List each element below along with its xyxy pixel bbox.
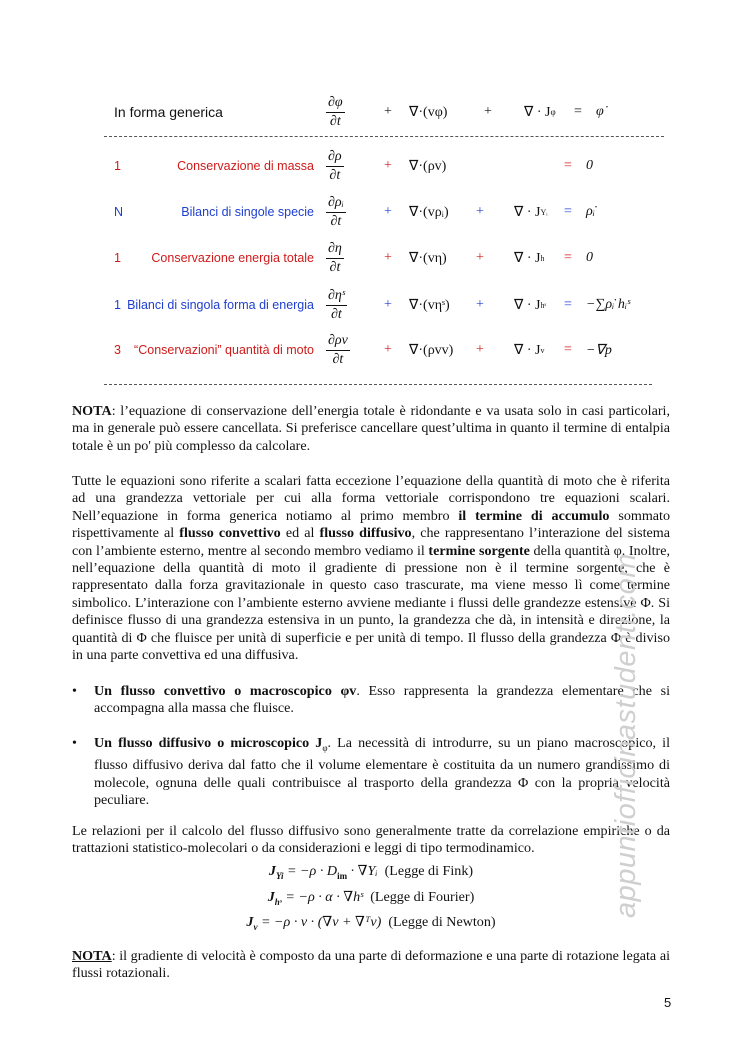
row-plus-1: + bbox=[384, 204, 392, 219]
row-diffusive-term: ∇ · J h bbox=[514, 250, 545, 266]
row-diffusive-term: ∇ · J v bbox=[514, 342, 545, 358]
page-number: 5 bbox=[664, 995, 672, 1010]
row-equals: = bbox=[564, 342, 572, 357]
row-plus-2: + bbox=[476, 297, 484, 312]
bullet-diffusive: • Un flusso diffusivo o microscopico $J_\varphi$. La necessità di introdurre, su un piano macroscopico, il flusso diffusivo deriva dal fatto che il volume elementare è costituita da un numero grandissimo di molecole, ognuna delle quali contribuisce al trasporto della grandezza Φ con la propria velocità peculiare. bbox=[72, 735, 670, 809]
table-header-row bbox=[104, 92, 664, 132]
nota-label: NOTA bbox=[72, 948, 112, 964]
row-count: 1 bbox=[114, 159, 121, 173]
bullet-dot: • bbox=[72, 683, 77, 699]
body-paragraph-2: Le relazioni per il calcolo del flusso diffusivo sono generalmente tratte da correlazione empiriche o da trattazioni statistico-molecolari o da considerazioni e leggi di tipo termodinamico. bbox=[72, 823, 670, 857]
row-plus-1: + bbox=[384, 158, 392, 173]
row-equals: = bbox=[564, 297, 572, 312]
row-plus-2: + bbox=[476, 250, 484, 265]
row-label: Conservazione di massa bbox=[177, 159, 314, 173]
row-diffusive-term: ∇ · J Yᵢ bbox=[514, 204, 548, 220]
row-equals: = bbox=[564, 204, 572, 219]
header-diffusive-term: ∇ · J φ bbox=[524, 104, 556, 120]
row-count: N bbox=[114, 205, 124, 219]
row-diffusive-term: ∇ · J hˢ bbox=[514, 297, 547, 313]
row-convective-term: ∇·(ρvv) bbox=[409, 342, 454, 358]
nota-label: NOTA bbox=[72, 403, 112, 419]
header-label: In forma generica bbox=[114, 104, 223, 120]
table-row bbox=[104, 330, 664, 370]
row-convective-term: ∇·(vηˢ) bbox=[409, 297, 450, 313]
row-label: Bilanci di singola forma di energia bbox=[127, 298, 314, 312]
bullet-convective: • Un flusso convettivo o macroscopico φv. Esso rappresenta la grandezza elementare che si accompagna alla massa che fluisce. bbox=[72, 683, 670, 717]
row-source-term: ρ̇ᵢ bbox=[586, 204, 595, 219]
header-source-term: φ̇ bbox=[596, 104, 604, 119]
nota-paragraph-1: NOTA: l’equazione di conservazione dell’energia totale è ridondante e va usata solo in casi particolari, ma in generale può essere cancellata. Si preferisce cancellare quest’ultima in quanto il termine di entalpia totale è un po' più complesso da calcolare. bbox=[72, 403, 670, 454]
row-accumulation-term: $\frac{\partial\rho}{\partial t}$ bbox=[328, 148, 342, 183]
row-equals: = bbox=[564, 250, 572, 265]
row-plus-1: + bbox=[384, 250, 392, 265]
row-source-term: −∇p bbox=[586, 342, 612, 358]
law-fourier: $J_{hˢ} = -\rho \cdot \alpha$ · ∇hˢ (Legge di Fourier) bbox=[267, 889, 475, 907]
watermark: appuntiofficinastudenti.com bbox=[610, 553, 642, 918]
row-label: Conservazione energia totale bbox=[151, 251, 314, 265]
table-row bbox=[104, 146, 664, 186]
nota-paragraph-2: NOTA: il gradiente di velocità è composto da una parte di deformazione e una parte di rotazione legata ai flussi rotazionali. bbox=[72, 948, 670, 982]
row-convective-term: ∇·(vρᵢ) bbox=[409, 204, 449, 220]
row-label: Bilanci di singole specie bbox=[181, 205, 314, 219]
row-count: 3 bbox=[114, 343, 121, 357]
row-source-term: 0 bbox=[586, 158, 593, 173]
law-fink: $J_{Yi} = -\rho \cdot D_{im}$ · ∇Yᵢ (Legge di Fink) bbox=[268, 863, 474, 881]
body-paragraph-1: Tutte le equazioni sono riferite a scalari fatta eccezione l’equazione della quantità di moto che è riferita ad una grandezza vettoriale per cui alla forma vettoriale corrispondono tre equazioni scalari. Nell’equazione in forma generica notiamo al primo membro il termine di accumulo sommato rispettivamente al flusso convettivo ed al flusso diffusivo, che rappresentano l’interazione del sistema con l’ambiente esterno, mentre al secondo membro vediamo il termine sorgente della quantità φ. Inoltre, nell’equazione della quantità di moto il gradiente di pressione non è il termine sorgente, che è rappresentato dalla forza gravitazionale in questo caso trascurate, ma viene messo lì come termine simbolico. L’interazione con l’ambiente esterno avviene mediante i flussi delle grandezze estensive Φ. Si definisce flusso di una grandezza estensiva in un punto, la grandezza che dà, in intensità e direzione, la quantità di Φ che fluisce per unità di superficie e per unità di tempo. Il flusso della grandezza Φ è diviso in una parte convettiva ed una diffusiva. bbox=[72, 473, 671, 664]
row-convective-term: ∇·(vη) bbox=[409, 250, 447, 266]
header-convective-term: ∇·(vφ) bbox=[409, 104, 448, 120]
row-accumulation-term: $\frac{\partial\eta}{\partial t}$ bbox=[328, 240, 342, 275]
row-count: 1 bbox=[114, 298, 121, 312]
row-accumulation-term: $\frac{\text{∂ηˢ}}{\partial t}$ bbox=[328, 287, 345, 322]
row-source-term: 0 bbox=[586, 250, 593, 265]
row-source-term: −∑ρ̇ᵢ hᵢˢ bbox=[586, 297, 631, 312]
row-accumulation-term: $\frac{\text{∂ρᵢ}}{\partial t}$ bbox=[328, 194, 344, 229]
bullet-dot: • bbox=[72, 735, 77, 751]
row-count: 1 bbox=[114, 251, 121, 265]
row-plus-2: + bbox=[476, 342, 484, 357]
header-accumulation-term: $\frac{\partial\varphi}{\partial t}$ bbox=[328, 94, 343, 129]
row-plus-1: + bbox=[384, 297, 392, 312]
row-plus-1: + bbox=[384, 342, 392, 357]
header-plus-1: + bbox=[384, 104, 392, 119]
header-equals: = bbox=[574, 104, 582, 119]
row-convective-term: ∇·(ρv) bbox=[409, 158, 447, 174]
table-top-divider bbox=[104, 136, 664, 137]
law-newton: $J_v = -\rho \cdot \nu \cdot (\nabla v$ + ∇ᵀv) (Legge di Newton) bbox=[246, 914, 496, 932]
table-row bbox=[104, 192, 664, 232]
row-accumulation-term: $\frac{\partial\rho v}{\partial t}$ bbox=[328, 332, 348, 367]
table-row bbox=[104, 238, 664, 278]
table-row bbox=[104, 285, 664, 325]
row-label: “Conservazioni” quantità di moto bbox=[134, 343, 314, 357]
header-plus-2: + bbox=[484, 104, 492, 119]
table-bottom-divider bbox=[104, 384, 652, 385]
row-plus-2: + bbox=[476, 204, 484, 219]
row-equals: = bbox=[564, 158, 572, 173]
equation-table bbox=[104, 88, 664, 400]
